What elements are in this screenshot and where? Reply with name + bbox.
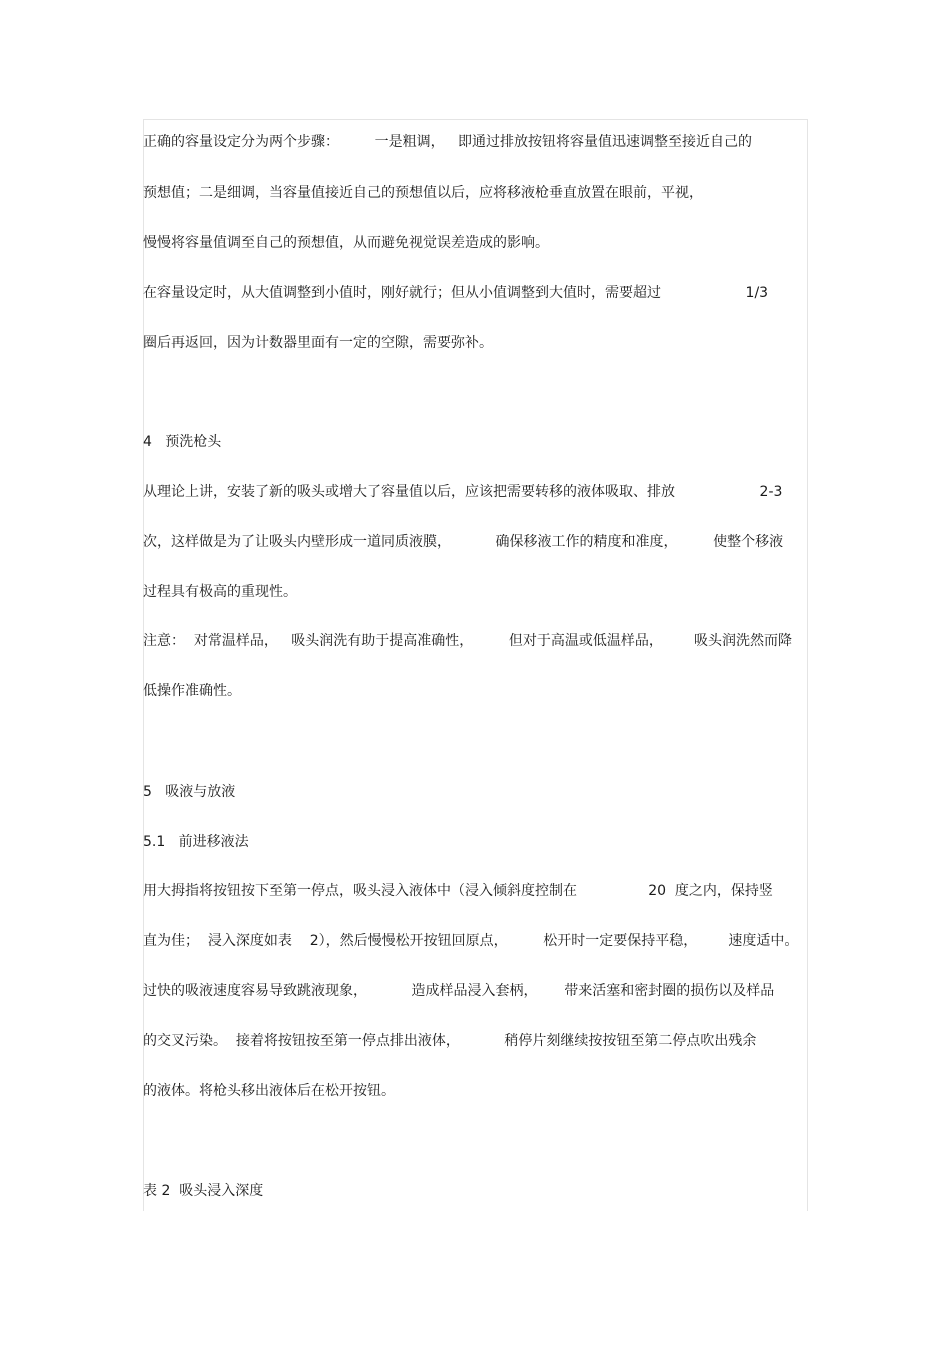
note-line-2: 低操作准确性。	[143, 683, 241, 699]
frame-right-line	[807, 119, 808, 1211]
section-4-heading: 4 预洗枪头	[143, 434, 222, 450]
paragraph-1-line-1: 正确的容量设定分为两个步骤： 一是粗调， 即通过排放按钮将容量值迅速调整至接近自己的	[143, 134, 752, 150]
paragraph-5-line-2: 直为佳； 浸入深度如表 2），然后慢慢松开按钮回原点， 松开时一定要保持平稳， 速度适中。	[143, 933, 799, 949]
note-line-1: 注意： 对常温样品， 吸头润洗有助于提高准确性， 但对于高温或低温样品， 吸头润洗然而降	[143, 633, 793, 649]
paragraph-1-line-3: 慢慢将容量值调至自己的预想值，从而避免视觉误差造成的影响。	[143, 235, 549, 251]
section-5-heading: 5 吸液与放液	[143, 784, 236, 800]
paragraph-5-line-5: 的液体。将枪头移出液体后在松开按钮。	[143, 1083, 395, 1099]
section-5-1-heading: 5.1 前进移液法	[143, 834, 249, 850]
paragraph-2-line-2: 圈后再返回，因为计数器里面有一定的空隙，需要弥补。	[143, 335, 493, 351]
paragraph-5-line-1: 用大拇指将按钮按下至第一停点，吸头浸入液体中（浸入倾斜度控制在 20 度之内，保持竖	[143, 883, 773, 899]
frame-top-line	[143, 119, 808, 120]
paragraph-5-line-4: 的交叉污染。 接着将按钮按至第一停点排出液体， 稍停片刻继续按按钮至第二停点吹出残余	[143, 1033, 757, 1049]
paragraph-3-line-2: 次，这样做是为了让吸头内壁形成一道同质液膜， 确保移液工作的精度和准度， 使整个移液	[143, 534, 784, 550]
paragraph-1-line-2: 预想值；二是细调，当容量值接近自己的预想值以后，应将移液枪垂直放置在眼前，平视，	[143, 185, 703, 201]
table-2-caption: 表 2 吸头浸入深度	[143, 1183, 264, 1199]
paragraph-3-line-1: 从理论上讲，安装了新的吸头或增大了容量值以后，应该把需要转移的液体吸取、排放 2-3	[143, 484, 783, 500]
paragraph-3-line-3: 过程具有极高的重现性。	[143, 584, 297, 600]
paragraph-5-line-3: 过快的吸液速度容易导致跳液现象， 造成样品浸入套柄， 带来活塞和密封圈的损伤以及样品	[143, 983, 775, 999]
paragraph-2-line-1: 在容量设定时，从大值调整到小值时，刚好就行；但从小值调整到大值时，需要超过 1/3	[143, 285, 769, 301]
